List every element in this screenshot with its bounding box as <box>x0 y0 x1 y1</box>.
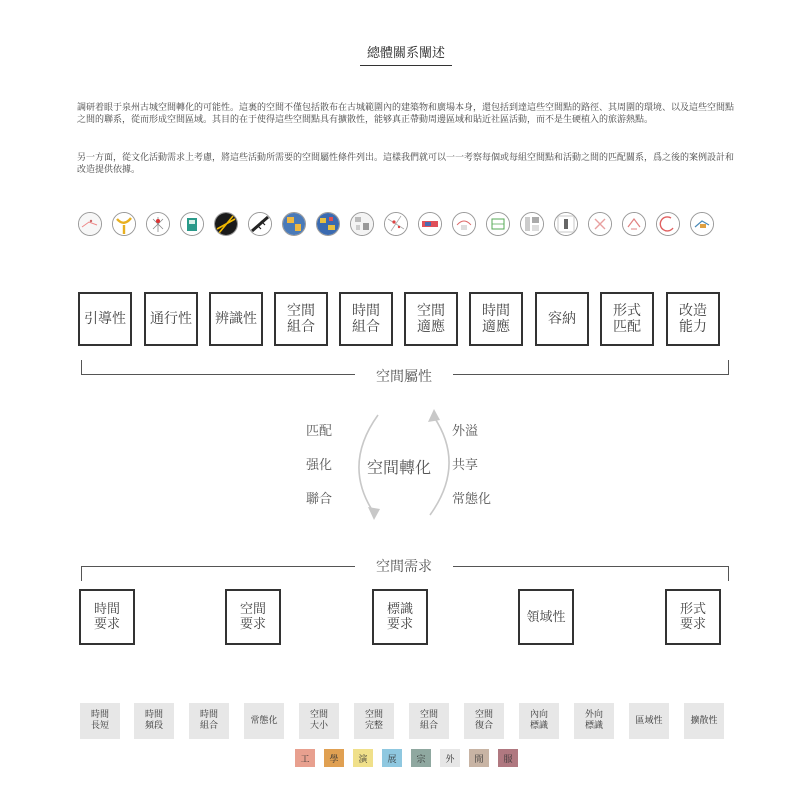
attribute-box: 改造 能力 <box>666 292 720 346</box>
transform-word-left: 匹配 <box>306 424 333 439</box>
attribute-box: 容納 <box>535 292 589 346</box>
legend-swatch: 閒 <box>469 749 489 767</box>
map-circle-14-icon <box>520 212 544 236</box>
map-circle-11-icon <box>418 212 442 236</box>
need-box: 形式 要求 <box>665 589 721 645</box>
tag-item: 時間 組合 <box>189 703 229 739</box>
tag-item: 擴散性 <box>684 703 724 739</box>
page-title: 總體關系闡述 <box>360 42 452 66</box>
map-circle-9-icon <box>350 212 374 236</box>
map-circle-19-icon <box>690 212 714 236</box>
tag-item: 時間 長短 <box>80 703 120 739</box>
map-circle-3-icon <box>146 212 170 236</box>
need-box: 領域性 <box>518 589 574 645</box>
map-circle-8-icon <box>316 212 340 236</box>
attributes-label: 空間屬性 <box>355 366 453 386</box>
attribute-box: 辨識性 <box>209 292 263 346</box>
intro-paragraph: 調研着眼于泉州古城空間轉化的可能性。這裏的空間不僅包括散布在古城範圍內的建築物和廣場本身，還包括到達這些空間點的路徑、其周圍的環境、以及這些空間點之間的聯系，從而形成空間區域。其目的在于使得這些空間點具有擴散性，能够真正帶動周邊區域和貼近社區活動，而不是生硬植入的旅游熱點。 <box>77 103 735 125</box>
map-circle-12-icon <box>452 212 476 236</box>
tag-item: 區域性 <box>629 703 669 739</box>
need-box: 標識 要求 <box>372 589 428 645</box>
map-circle-6-icon <box>248 212 272 236</box>
attribute-box: 時間 適應 <box>469 292 523 346</box>
map-circle-17-icon <box>622 212 646 236</box>
tag-item: 常態化 <box>244 703 284 739</box>
transform-word-left: 聯合 <box>306 492 333 507</box>
need-box: 空間 要求 <box>225 589 281 645</box>
map-icon-row <box>78 212 738 238</box>
map-circle-18-icon <box>656 212 680 236</box>
map-circle-5-icon <box>214 212 238 236</box>
map-circle-1-icon <box>78 212 102 236</box>
legend-swatch: 展 <box>382 749 402 767</box>
map-circle-16-icon <box>588 212 612 236</box>
map-circle-2-icon <box>112 212 136 236</box>
transform-center-label: 空間轉化 <box>367 458 432 477</box>
attribute-box: 空間 適應 <box>404 292 458 346</box>
legend-swatch: 演 <box>353 749 373 767</box>
transform-word-right: 外溢 <box>452 424 479 439</box>
tag-item: 空間 復合 <box>464 703 504 739</box>
transform-word-left: 强化 <box>306 458 333 473</box>
legend-swatch: 服 <box>498 749 518 767</box>
tag-item: 時間 頻段 <box>134 703 174 739</box>
transform-word-right: 共享 <box>452 458 479 473</box>
map-circle-13-icon <box>486 212 510 236</box>
need-box: 時間 要求 <box>79 589 135 645</box>
attribute-box: 形式 匹配 <box>600 292 654 346</box>
transform-word-right: 常態化 <box>452 492 492 507</box>
tag-item: 空間 完整 <box>354 703 394 739</box>
attribute-box: 通行性 <box>144 292 198 346</box>
tag-item: 空間 大小 <box>299 703 339 739</box>
second-paragraph: 另一方面，從文化活動需求上考慮，將這些活動所需要的空間屬性條件列出。這樣我們就可以一一考察每個或每組空間點和活動之間的匹配關系，爲之後的案例設計和改造提供依據。 <box>77 153 735 175</box>
tag-item: 空間 組合 <box>409 703 449 739</box>
attribute-box: 空間 組合 <box>274 292 328 346</box>
legend-swatch: 宗 <box>411 749 431 767</box>
map-circle-15-icon <box>554 212 578 236</box>
needs-label: 空間需求 <box>355 556 453 576</box>
map-circle-10-icon <box>384 212 408 236</box>
attribute-box: 時間 組合 <box>339 292 393 346</box>
tag-item: 內向 標識 <box>519 703 559 739</box>
attribute-box: 引導性 <box>78 292 132 346</box>
map-circle-4-icon <box>180 212 204 236</box>
tag-item: 外向 標識 <box>574 703 614 739</box>
legend-swatch: 學 <box>324 749 344 767</box>
legend-swatch: 工 <box>295 749 315 767</box>
legend-swatch: 外 <box>440 749 460 767</box>
map-circle-7-icon <box>282 212 306 236</box>
